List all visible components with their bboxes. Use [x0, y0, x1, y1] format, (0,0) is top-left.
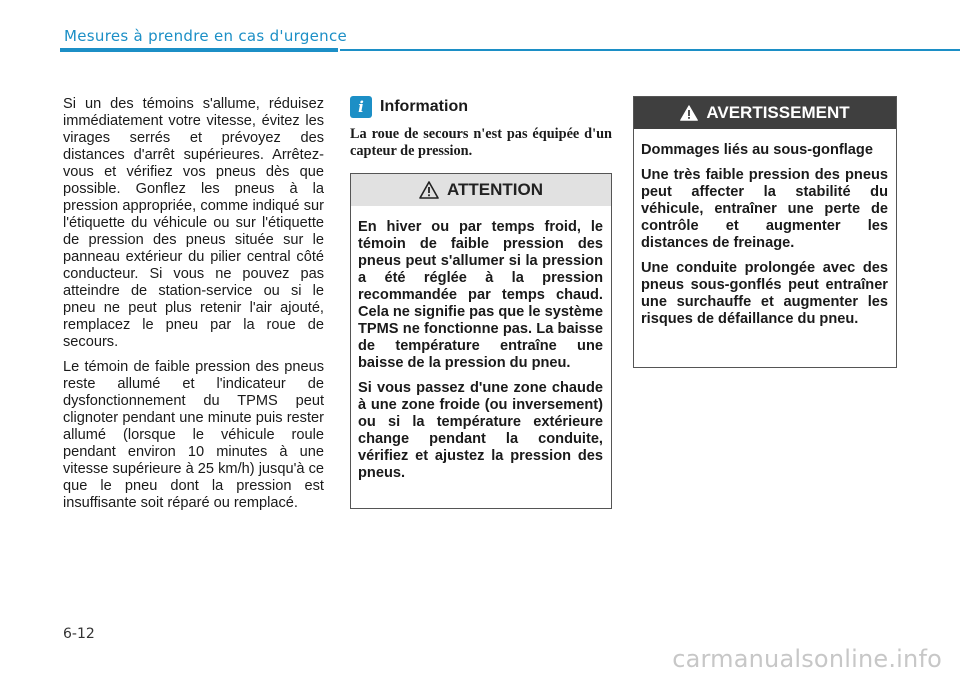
warning-header: [634, 97, 896, 129]
information-text: La roue de secours n'est pas équipée d'un capteur de pression.: [350, 126, 612, 159]
warning-title: AVERTISSEMENT: [706, 103, 850, 122]
info-icon: i: [350, 96, 372, 118]
warning-paragraph: Dommages liés au sous-gonflage: [641, 142, 873, 158]
attention-header: [351, 174, 611, 206]
attention-body: [358, 219, 603, 490]
watermark: carmanualsonline.info: [672, 645, 942, 673]
header-rule-extension: [340, 49, 960, 51]
attention-title: ATTENTION: [446, 180, 543, 199]
attention-paragraph: Si vous passez d'une zone chaude à une zone froide (ou inversement) ou si la température extérieure change pendant la conduite, vérifiez et ajustez la pression des pneus.: [358, 380, 603, 481]
warning-box: [633, 96, 897, 368]
warning-body: [641, 142, 888, 336]
body-paragraph: Le témoin de faible pression des pneus reste allumé et l'indicateur de dysfonctionnement du TPMS peut clignoter pendant une minute puis rester allumé (lorsque le véhicule roule pendant environ 10 minutes à une vitesse supérieure à 25 km/h) jusqu'à ce que le pneu dont la pression est insuffisante soit réparé ou remplacé.: [63, 359, 324, 511]
information-heading: [350, 96, 612, 120]
warning-triangle-outline-icon: [419, 181, 439, 199]
page-number: 6-12: [63, 626, 95, 642]
header-rule: [60, 48, 338, 52]
warning-paragraph: Une conduite prolongée avec des pneus sous-gonflés peut entraîner une surchauffe et augmenter les risques de défaillance du pneu.: [641, 260, 888, 327]
warning-triangle-filled-icon: [680, 105, 698, 121]
section-title: Mesures à prendre en cas d'urgence: [64, 27, 348, 45]
attention-paragraph: En hiver ou par temps froid, le témoin de faible pression des pneus peut s'allumer si la pression a été réglée à la pression recommandée par temps chaud. Cela ne signifie pas que le système TPMS ne fonctionne pas. La baisse de température entraîne une baisse de la pression du pneu.: [358, 219, 603, 371]
left-column: [63, 96, 324, 520]
attention-box: [350, 173, 612, 509]
warning-paragraph: Une très faible pression des pneus peut affecter la stabilité du véhicule, entraîner une perte de contrôle et augmenter les distances de freinage.: [641, 167, 888, 251]
body-paragraph: Si un des témoins s'allume, réduisez immédiatement votre vitesse, évitez les virages serrés et prévoyez des distances d'arrêt supérieures. Arrêtez-vous et vérifiez vos pneus dès que possible. Gonflez les pneus à la pression appropriée, comme indiqué sur l'étiquette du véhicule ou sur l'étiquette de pression des pneus située sur le panneau extérieur du pilier central côté conducteur. Si vous ne pouvez pas atteindre de station-service ou si le pneu ne peut plus retenir l'air ajouté, remplacez le pneu par la roue de secours.: [63, 96, 324, 350]
information-title: Information: [380, 98, 468, 115]
